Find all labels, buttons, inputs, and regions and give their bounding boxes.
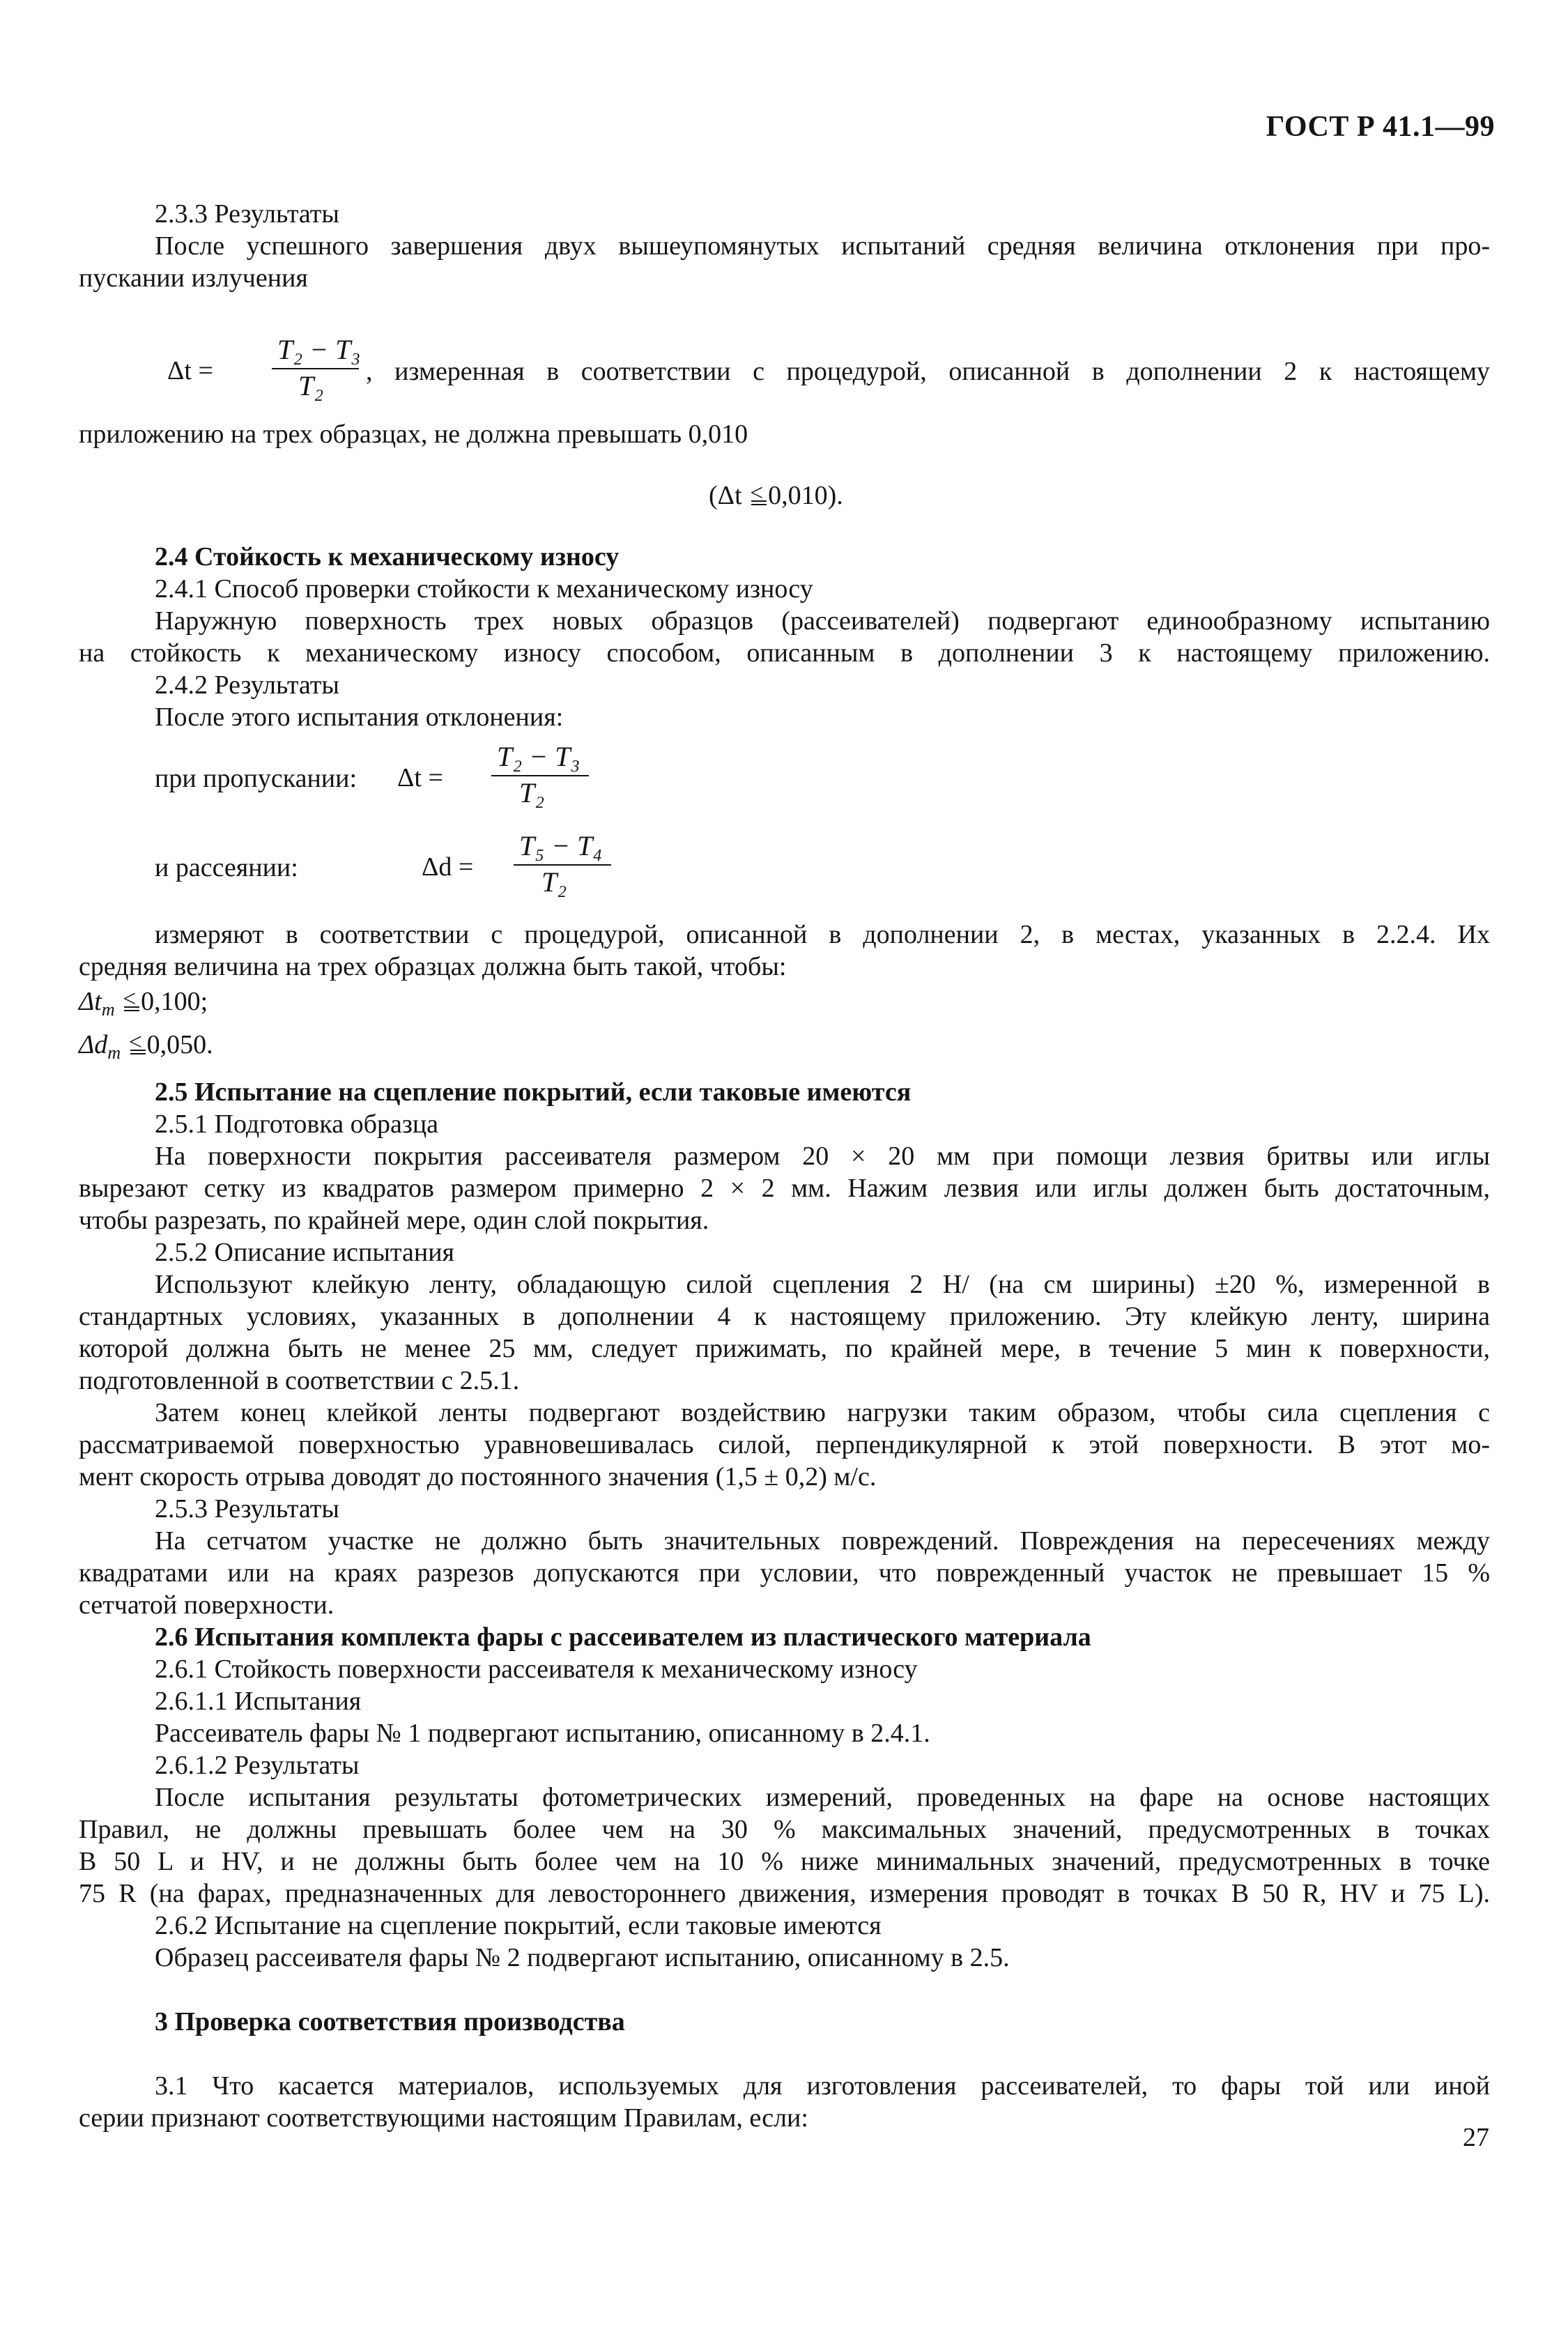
condition-subscript: m <box>101 999 115 1020</box>
fraction-numerator: T₂ − T₃ <box>497 741 581 772</box>
formula-label: при пропускании: <box>155 764 358 793</box>
subsection-title: 2.5.1 Подготовка образца <box>155 1110 439 1139</box>
formula-lhs: Δt = <box>167 356 213 385</box>
subsection-title: 2.5.2 Описание испытания <box>155 1238 455 1267</box>
subsection-title: 2.6.1.2 Результаты <box>155 1751 360 1780</box>
paragraph-line: На сетчатом участке не должно быть значительных повреждений. Повреждения на пересечениях между <box>155 1526 1490 1556</box>
condition-symbol: Δd <box>79 1030 108 1059</box>
fraction <box>272 333 362 403</box>
paragraph-line: 75 R (на фарах, предназначенных для левостороннего движения, измерения проводят в точках B 50 R, HV и 75 L). <box>79 1879 1490 1908</box>
limit-open: (Δt <box>709 481 742 510</box>
paragraph-line: Используют клейкую ленту, обладающую силой сцепления 2 Н/ (на см ширины) ±20 %, измеренной в <box>155 1270 1490 1299</box>
fraction-denominator: T₂ <box>519 777 545 808</box>
paragraph-line: Правил, не должны превышать более чем на 30 % максимальных значений, предусмотренных в точках <box>79 1815 1490 1844</box>
paragraph-line: 3.1 Что касается материалов, используемых для изготовления рассеивателей, то фары той или иной <box>155 2071 1490 2101</box>
formula-label: и рассеянии: <box>155 853 298 882</box>
paragraph-line: пускании излучения <box>79 263 308 293</box>
section-2-6-title: 2.6 Испытания комплекта фары с рассеивателем из пластического материала <box>155 1622 1091 1652</box>
paragraph-line: B 50 L и HV, и не должны быть более чем на 10 % ниже минимальных значений, предусмотренных в точке <box>79 1847 1490 1876</box>
limit-condition <box>709 479 987 512</box>
section-2-5-title: 2.5 Испытание на сцепление покрытий, если таковые имеются <box>155 1077 912 1107</box>
fraction-denominator: T₂ <box>298 370 324 401</box>
paragraph-line: мент скорость отрыва доводят до постоянного значения (1,5 ± 0,2) м/с. <box>79 1462 877 1491</box>
paragraph-line: На поверхности покрытия рассеивателя размером 20 × 20 мм при помощи лезвия бритвы или иглы <box>155 1142 1490 1171</box>
limit-close: 0,010). <box>768 481 843 510</box>
condition-dd <box>79 1029 1490 1069</box>
subsection-title: 2.4.1 Способ проверки стойкости к механическому износу <box>155 574 813 604</box>
paragraph-line: средняя величина на трех образцах должна быть такой, чтобы: <box>79 952 787 981</box>
paragraph-line: измеряют в соответствии с процедурой, описанной в дополнении 2, в местах, указанных в 2.2.4. Их <box>155 920 1490 949</box>
subsection-title: 2.6.1 Стойкость поверхности рассеивателя к механическому износу <box>155 1655 918 1684</box>
section-2-3-3-title: 2.3.3 Результаты <box>155 199 339 229</box>
fraction-denominator: T₂ <box>541 866 567 898</box>
fraction-numerator: T₂ − T₃ <box>277 334 361 365</box>
condition-dt <box>79 985 1490 1026</box>
page-number: 27 <box>1463 2123 1489 2152</box>
paragraph-line: Образец рассеивателя фары № 2 подвергают испытанию, описанному в 2.5. <box>155 1943 1010 1972</box>
section-3-title: 3 Проверка соответствия производства <box>155 2007 625 2036</box>
paragraph-line: После этого испытания отклонения: <box>155 703 564 732</box>
subsection-title: 2.6.2 Испытание на сцепление покрытий, если таковые имеются <box>155 1911 882 1940</box>
less-equal-symbol <box>748 482 768 508</box>
paragraph-line: вырезают сетку из квадратов размером примерно 2 × 2 мм. Нажим лезвия или иглы должен быть достаточным, <box>79 1174 1490 1203</box>
subsection-title: 2.5.3 Результаты <box>155 1494 339 1524</box>
paragraph-line: приложению на трех образцах, не должна превышать 0,010 <box>79 420 748 449</box>
condition-subscript: m <box>107 1043 121 1063</box>
condition-value: 0,050. <box>146 1030 213 1059</box>
paragraph-line: чтобы разрезать, по крайней мере, один слой покрытия. <box>79 1206 709 1235</box>
section-2-4-title: 2.4 Стойкость к механическому износу <box>155 542 620 571</box>
paragraph-line: подготовленной в соответствии с 2.5.1. <box>79 1366 520 1395</box>
subsection-title: 2.6.1.1 Испытания <box>155 1687 362 1716</box>
paragraph-line: квадратами или на краях разрезов допускаются при условии, что поврежденный участок не превышает 15 % <box>79 1558 1490 1588</box>
fraction <box>491 740 596 810</box>
paragraph-line: Наружную поверхность трех новых образцов (рассеивателей) подвергают единообразному испытанию <box>155 606 1490 636</box>
fraction <box>514 829 618 899</box>
condition-symbol: Δt <box>79 987 102 1016</box>
paragraph-line: рассматриваемой поверхностью уравновешивалась силой, перпендикулярной к этой поверхности. В этот мо- <box>79 1430 1490 1459</box>
standard-header: ГОСТ Р 41.1—99 <box>1266 111 1495 143</box>
formula-text: , измеренная в соответствии с процедурой, описанной в дополнении 2 к настоящему <box>366 357 1490 386</box>
less-equal-symbol <box>128 1031 147 1057</box>
paragraph-line: После испытания результаты фотометрических измерений, проведенных на фаре на основе настоящих <box>155 1783 1490 1812</box>
paragraph-line: Затем конец клейкой ленты подвергают воздействию нагрузки таким образом, чтобы сила сцепления с <box>155 1398 1490 1427</box>
paragraph-line: После успешного завершения двух вышеупомянутых испытаний средняя величина отклонения при про- <box>155 231 1490 261</box>
paragraph-line: на стойкость к механическому износу способом, описанным в дополнении 3 к настоящему приложению. <box>79 638 1490 668</box>
less-equal-symbol <box>121 988 141 1014</box>
paragraph-line: серии признают соответствующими настоящим Правилам, если: <box>79 2103 808 2133</box>
paragraph-line: Рассеиватель фары № 1 подвергают испытанию, описанному в 2.4.1. <box>155 1719 930 1748</box>
formula-lhs: Δd = <box>422 852 474 882</box>
subsection-title: 2.4.2 Результаты <box>155 670 339 700</box>
paragraph-line: которой должна быть не менее 25 мм, следует прижимать, по крайней мере, в течение 5 мин к поверхности, <box>79 1334 1490 1363</box>
paragraph-line: стандартных условиях, указанных в дополнении 4 к настоящему приложению. Эту клейкую ленту, ширина <box>79 1302 1490 1331</box>
condition-value: 0,100; <box>141 987 208 1016</box>
fraction-numerator: T₅ − T₄ <box>519 830 603 861</box>
formula-lhs: Δt = <box>397 763 443 792</box>
paragraph-line: сетчатой поверхности. <box>79 1590 335 1620</box>
